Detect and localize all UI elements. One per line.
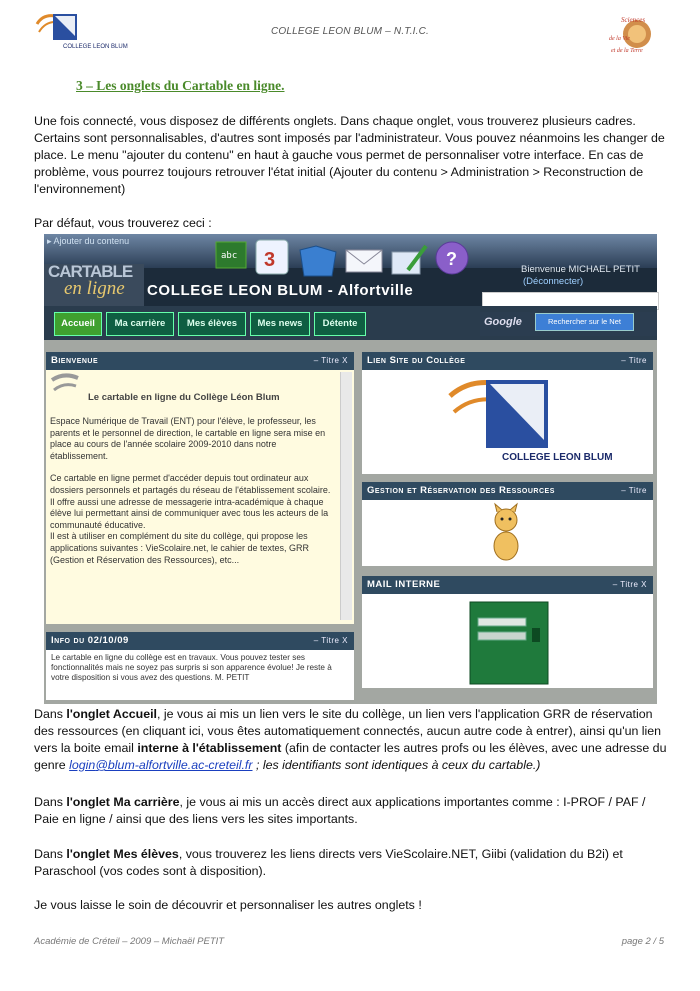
webmail-link[interactable] [362, 594, 653, 688]
svg-text:3: 3 [264, 249, 276, 271]
folder-icon [300, 246, 336, 276]
brand-cartable: CARTABLE [48, 262, 133, 281]
portal-toolbar-icons [212, 236, 474, 282]
paragraph-ma-carriere: Dans l'onglet Ma carrière, je vous ai mis un accès direct aux applications importantes comme : I-PROF / PAF / Paie en ligne / ainsi que des liens vers les sites importants. [34, 795, 646, 826]
panel-info-title: Info du 02/10/09 [51, 635, 129, 646]
college-swirl-icon [48, 372, 82, 402]
paragraph-accueil: Dans l'onglet Accueil, je vous ai mis un lien vers le site du collège, un lien vers l'application GRR de réservation des ressources (en cliquant ici, vous êtes automatiquement connectés, aucun autre code à entrer), ainsi qu'un lien vers la boite email interne à l'établissement (afin de contacter les autres profs ou les élèves, avec une adresse du genre login@blum-alfortville.ac-creteil.fr ; les identifiants sont identiques à ceux du cartable.) [34, 707, 667, 772]
svg-text:?: ? [446, 249, 457, 269]
portal-screenshot [44, 234, 657, 704]
bienvenue-heading: Le cartable en ligne du Collège Léon Blum [88, 392, 280, 403]
tab-mes-eleves[interactable]: Mes élèves [178, 312, 246, 336]
brand-en-ligne: en ligne [64, 278, 125, 299]
section-title: 3 – Les onglets du Cartable en ligne. [76, 78, 285, 93]
logout-link[interactable]: (Déconnecter) [523, 276, 584, 287]
footer-page-number: page 2 / 5 [621, 936, 664, 947]
college-site-link[interactable] [362, 370, 653, 474]
search-web-button[interactable]: Rechercher sur le Net [535, 313, 634, 331]
tab-ma-carriere[interactable]: Ma carrière [106, 312, 174, 336]
svg-text:abc: abc [221, 251, 238, 261]
mailbox-icon [466, 598, 552, 688]
college-leon-blum-logo [440, 374, 613, 470]
tab-accueil[interactable]: Accueil [54, 312, 102, 336]
tab-detente[interactable]: Détente [314, 312, 366, 336]
bienvenue-paragraph-2: Ce cartable en ligne permet d'accéder depuis tout ordinateur aux dossiers personnels et partagés du réseau de l'établissement scolaire. Il offre aussi une adresse de messagerie intra-académique à chaque élève lui permettant ainsi de communiquer avec tous les acteurs de la communauté éducative. [50, 473, 331, 530]
footer-author: Académie de Créteil – 2009 – Michaël PETIT [34, 936, 225, 947]
panel-bienvenue-title: Bienvenue [51, 355, 99, 366]
svt-logo [607, 12, 667, 58]
panel-bienvenue [46, 352, 354, 624]
panel-lien-site [362, 352, 653, 474]
portal-site-title: COLLEGE LEON BLUM - Alfortville [147, 282, 414, 299]
panel-lien-title: Lien Site du Collège [367, 355, 466, 366]
svg-text:Sciences: Sciences [621, 16, 646, 24]
panel-lien-tools[interactable]: – Titre [621, 356, 647, 365]
bienvenue-scrollbar[interactable] [340, 372, 352, 620]
svg-text:de la Vie: de la Vie [609, 36, 630, 42]
welcome-text: Bienvenue MICHAEL PETIT [521, 264, 640, 275]
panel-gestion-tools[interactable]: – Titre [621, 486, 647, 495]
tab-mes-news[interactable]: Mes news [250, 312, 310, 336]
panel-mail-title: MAIL INTERNE [367, 579, 441, 590]
google-logo: Google [484, 316, 522, 328]
cat-mascot-icon [486, 502, 526, 564]
panel-gestion-title: Gestion et Réservation des Ressources [367, 485, 555, 496]
college-leon-blum-logo-text: COLLEGE LEON BLUM [502, 452, 613, 463]
panel-mail [362, 576, 653, 688]
envelope-icon [346, 250, 382, 272]
grr-link[interactable] [362, 500, 653, 566]
default-label: Par défaut, vous trouverez ceci : [34, 216, 212, 230]
add-content-link[interactable]: ▸ Ajouter du contenu [47, 236, 130, 246]
bienvenue-paragraph-3: Il est à utiliser en complément du site du collège, qui propose les applications suivantes : VieScolaire.net, le cahier de textes, GRR (Gestion et Réservation des Ressources), etc... [50, 531, 309, 565]
panel-mail-tools[interactable]: – Titre X [612, 580, 647, 589]
notepad-icon [392, 252, 420, 274]
header-title: COLLEGE LEON BLUM – N.T.I.C. [270, 26, 430, 37]
panel-info [46, 632, 354, 700]
closing-paragraph: Je vous laisse le soin de découvrir et personnaliser les autres onglets ! [34, 898, 422, 912]
college-logo-text: COLLEGE LEON BLUM [63, 44, 128, 50]
panel-gestion [362, 482, 653, 566]
panel-bienvenue-tools[interactable]: – Titre X [313, 356, 348, 365]
intro-paragraph: Une fois connecté, vous disposez de différents onglets. Dans chaque onglet, vous trouverez plusieurs cadres. Certains sont personnalisables, d'autres sont imposés par l'administrateur. Vous pouvez néanmoins les changer de place. Le menu "ajouter du contenu" en haut à gauche vous permet de personnaliser votre interface. En cas de problème, vous pourrez toujours retrouver l'état initial (Ajouter du contenu > Administration > Reconstruction de l'environnement) [34, 114, 665, 196]
bienvenue-paragraph-1: Espace Numérique de Travail (ENT) pour l'élève, le professeur, les parents et le personnel de direction, le cartable en ligne sera mise en place au cours de l'année scolaire 2009-2010 dans notre établissement. [50, 416, 326, 461]
webmail-address-link[interactable]: login [69, 758, 96, 772]
svg-text:et de la Terre: et de la Terre [611, 48, 643, 54]
paragraph-mes-eleves: Dans l'onglet Mes élèves, vous trouverez les liens directs vers VieScolaire.NET, Giibi (validation du B2i) et Paraschool (vos codes sont à disposition). [34, 847, 623, 878]
info-text: Le cartable en ligne du collège est en travaux. Vous pouvez tester ses fonctionnalités mais ne soyez pas surpris si son apparence évolue! Je reste à votre disposition si vous avez des questions. M. PETIT [51, 653, 332, 682]
panel-info-tools[interactable]: – Titre X [313, 636, 348, 645]
